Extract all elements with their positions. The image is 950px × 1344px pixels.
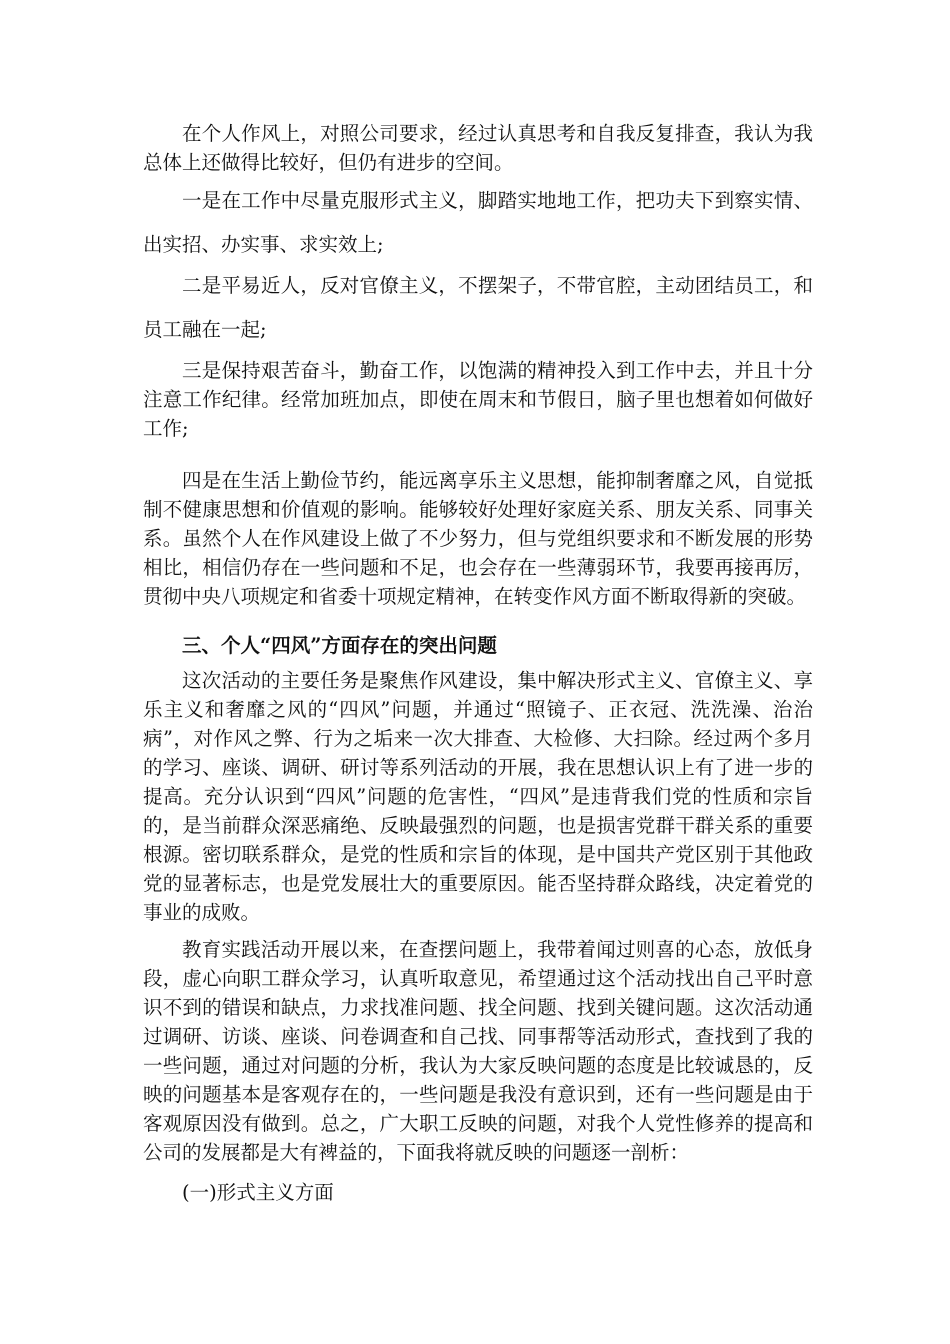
paragraph-activity-task: 这次活动的主要任务是聚焦作风建设，集中解决形式主义、官僚主义、享乐主义和奢靡之风的“四风”问题，并通过“照镜子、正衣冠、洗洗澡、治治病”，对作风之弊、行为之垢来一次大排查、大检修、大扫除。经过两个多月的学习、座谈、调研、研讨等系列活动的开展，我在思想认识上有了进一步的提高。充分认识到“四风”问题的危害性，“四风”是违背我们党的性质和宗旨的，是当前群众深恶痛绝、反映最强烈的问题，也是损害党群干群关系的重要根源。密切联系群众，是党的性质和宗旨的体现，是中国共产党区别于其他政党的显著标志，也是党发展壮大的重要原因。能否坚持群众路线，决定着党的事业的成败。 — [143, 669, 813, 924]
paragraph-personal-style: 在个人作风上，对照公司要求，经过认真思考和自我反复排查，我认为我总体上还做得比较好，但仍有进步的空间。 — [143, 122, 813, 174]
paragraph-point-three: 三是保持艰苦奋斗，勤奋工作，以饱满的精神投入到工作中去，并且十分注意工作纪律。经常加班加点，即使在周末和节假日，脑子里也想着如何做好工作; — [143, 359, 813, 440]
paragraph-point-four: 四是在生活上勤俭节约，能远离享乐主义思想，能抑制奢靡之风，自觉抵制不健康思想和价值观的影响。能够较好处理好家庭关系、朋友关系、同事关系。虽然个人在作风建设上做了不少努力，但与党组织要求和不断发展的形势相比，相信仍存在一些问题和不足，也会存在一些薄弱环节，我要再接再厉，贯彻中央八项规定和省委十项规定精神，在转变作风方面不断取得新的突破。 — [143, 469, 813, 608]
paragraph-practice-activity: 教育实践活动开展以来，在查摆问题上，我带着闻过则喜的心态，放低身段，虚心向职工群众学习，认真听取意见，希望通过这个活动找出自己平时意识不到的错误和缺点，力求找准问题、找全问题、找到关键问题。这次活动通过调研、访谈、座谈、问卷调查和自己找、同事帮等活动形式，查找到了我的一些问题，通过对问题的分析，我认为大家反映问题的态度是比较诚恳的，反映的问题基本是客观存在的，一些问题是我没有意识到，还有一些问题是由于客观原因没有做到。总之，广大职工反映的问题，对我个人党性修养的提高和公司的发展都是大有裨益的，下面我将就反映的问题逐一剖析： — [143, 938, 813, 1164]
paragraph-point-one: 一是在工作中尽量克服形式主义，脚踏实地地工作，把功夫下到察实情、出实招、办实事、求实效上; — [143, 189, 813, 256]
section-heading-three: 三、个人“四风”方面存在的突出问题 — [182, 634, 497, 657]
paragraph-point-two: 二是平易近人，反对官僚主义，不摆架子，不带官腔，主动团结员工，和员工融在一起; — [143, 274, 813, 341]
subheading-formalism: (一)形式主义方面 — [182, 1181, 334, 1204]
